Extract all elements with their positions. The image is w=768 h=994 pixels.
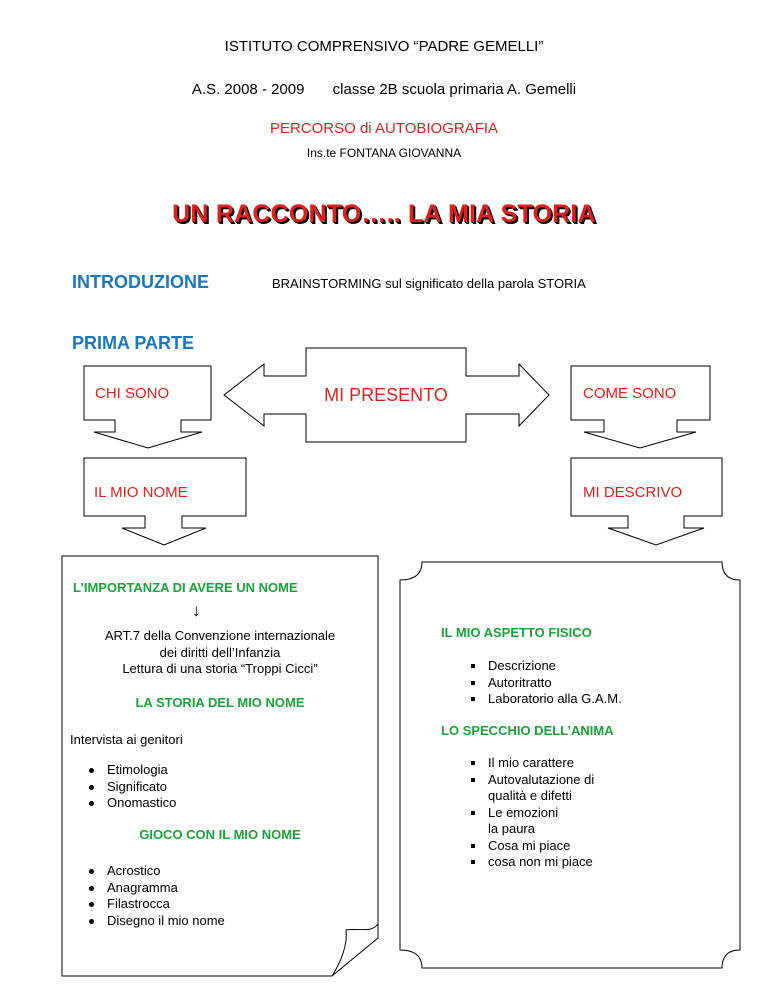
list-item-text: Autovalutazione di — [488, 771, 595, 787]
list-item: Etimologia — [80, 762, 176, 779]
art7-line-1: ART.7 della Convenzione internazionale — [104, 628, 336, 643]
list-item: Filastrocca — [80, 896, 225, 913]
list-item-text-cont: la paura — [488, 821, 535, 836]
list-item-text: Le emozioni — [488, 804, 559, 820]
path-title: PERCORSO di AUTOBIOGRAFIA — [269, 120, 499, 137]
label-chi-sono: CHI SONO — [95, 385, 170, 402]
label-il-mio-nome: IL MIO NOME — [94, 484, 188, 501]
callout-chi-sono — [84, 366, 211, 448]
list-item: Onomastico — [80, 795, 176, 812]
list-item: Acrostico — [80, 863, 225, 880]
intro-heading: INTRODUZIONE — [72, 272, 209, 292]
heading-aspetto-fisico: IL MIO ASPETTO FISICO — [441, 625, 592, 640]
first-part-heading: PRIMA PARTE — [72, 333, 195, 353]
art7-line-2: dei diritti dell’Infanzia — [159, 644, 281, 660]
list-item: Anagramma — [80, 880, 225, 897]
art7-text — [62, 628, 378, 678]
heading-storia-nome: LA STORIA DEL MIO NOME — [135, 695, 305, 710]
main-title: UN RACCONTO….. LA MIA STORIA — [172, 200, 596, 228]
callout-mi-descrivo — [571, 458, 722, 545]
label-mi-presento: MI PRESENTO — [324, 385, 448, 405]
list-item: Autoritratto — [461, 675, 622, 692]
list-item: Disegno il mio nome — [80, 913, 225, 930]
down-arrow-icon: ↓ — [192, 601, 201, 620]
list-item-text: Cosa mi piace — [488, 837, 571, 853]
heading-specchio-anima: LO SPECCHIO DELL’ANIMA — [441, 723, 614, 738]
list-gioco-nome — [80, 863, 225, 929]
list-item: Significato — [80, 779, 176, 796]
list-item — [461, 838, 594, 855]
intro-text: BRAINSTORMING sul significato della parola STORIA — [272, 276, 586, 291]
heading-gioco-nome: GIOCO CON IL MIO NOME — [139, 827, 301, 842]
list-item — [461, 805, 594, 838]
school-name: ISTITUTO COMPRENSIVO “PADRE GEMELLI” — [224, 38, 544, 55]
list-item-text: Il mio carattere — [488, 755, 574, 770]
list-item-text: cosa non mi piace — [488, 854, 593, 869]
list-specchio-anima — [461, 755, 594, 871]
list-item-text-cont: qualità e difetti — [488, 788, 572, 803]
label-mi-descrivo: MI DESCRIVO — [583, 484, 683, 501]
class-info: classe 2B scuola primaria A. Gemelli — [332, 81, 577, 98]
school-year: A.S. 2008 - 2009 — [191, 81, 305, 98]
heading-importanza-nome: L’IMPORTANZA DI AVERE UN NOME — [73, 580, 298, 595]
list-item — [461, 755, 594, 772]
list-aspetto-fisico — [461, 658, 622, 708]
teacher-name: Ins.te FONTANA GIOVANNA — [306, 146, 462, 160]
callout-il-mio-nome — [84, 458, 246, 545]
art7-line-3: Lettura di una storia “Troppi Cicci” — [122, 661, 318, 676]
interview-text: Intervista ai genitori — [70, 732, 183, 747]
year-class-line — [0, 81, 768, 98]
list-item: Descrizione — [461, 658, 622, 675]
list-storia-nome — [80, 762, 176, 812]
callout-come-sono — [571, 366, 710, 448]
list-item: Laboratorio alla G.A.M. — [461, 691, 622, 708]
label-come-sono: COME SONO — [583, 385, 677, 402]
list-item — [461, 854, 594, 871]
list-item — [461, 772, 594, 805]
